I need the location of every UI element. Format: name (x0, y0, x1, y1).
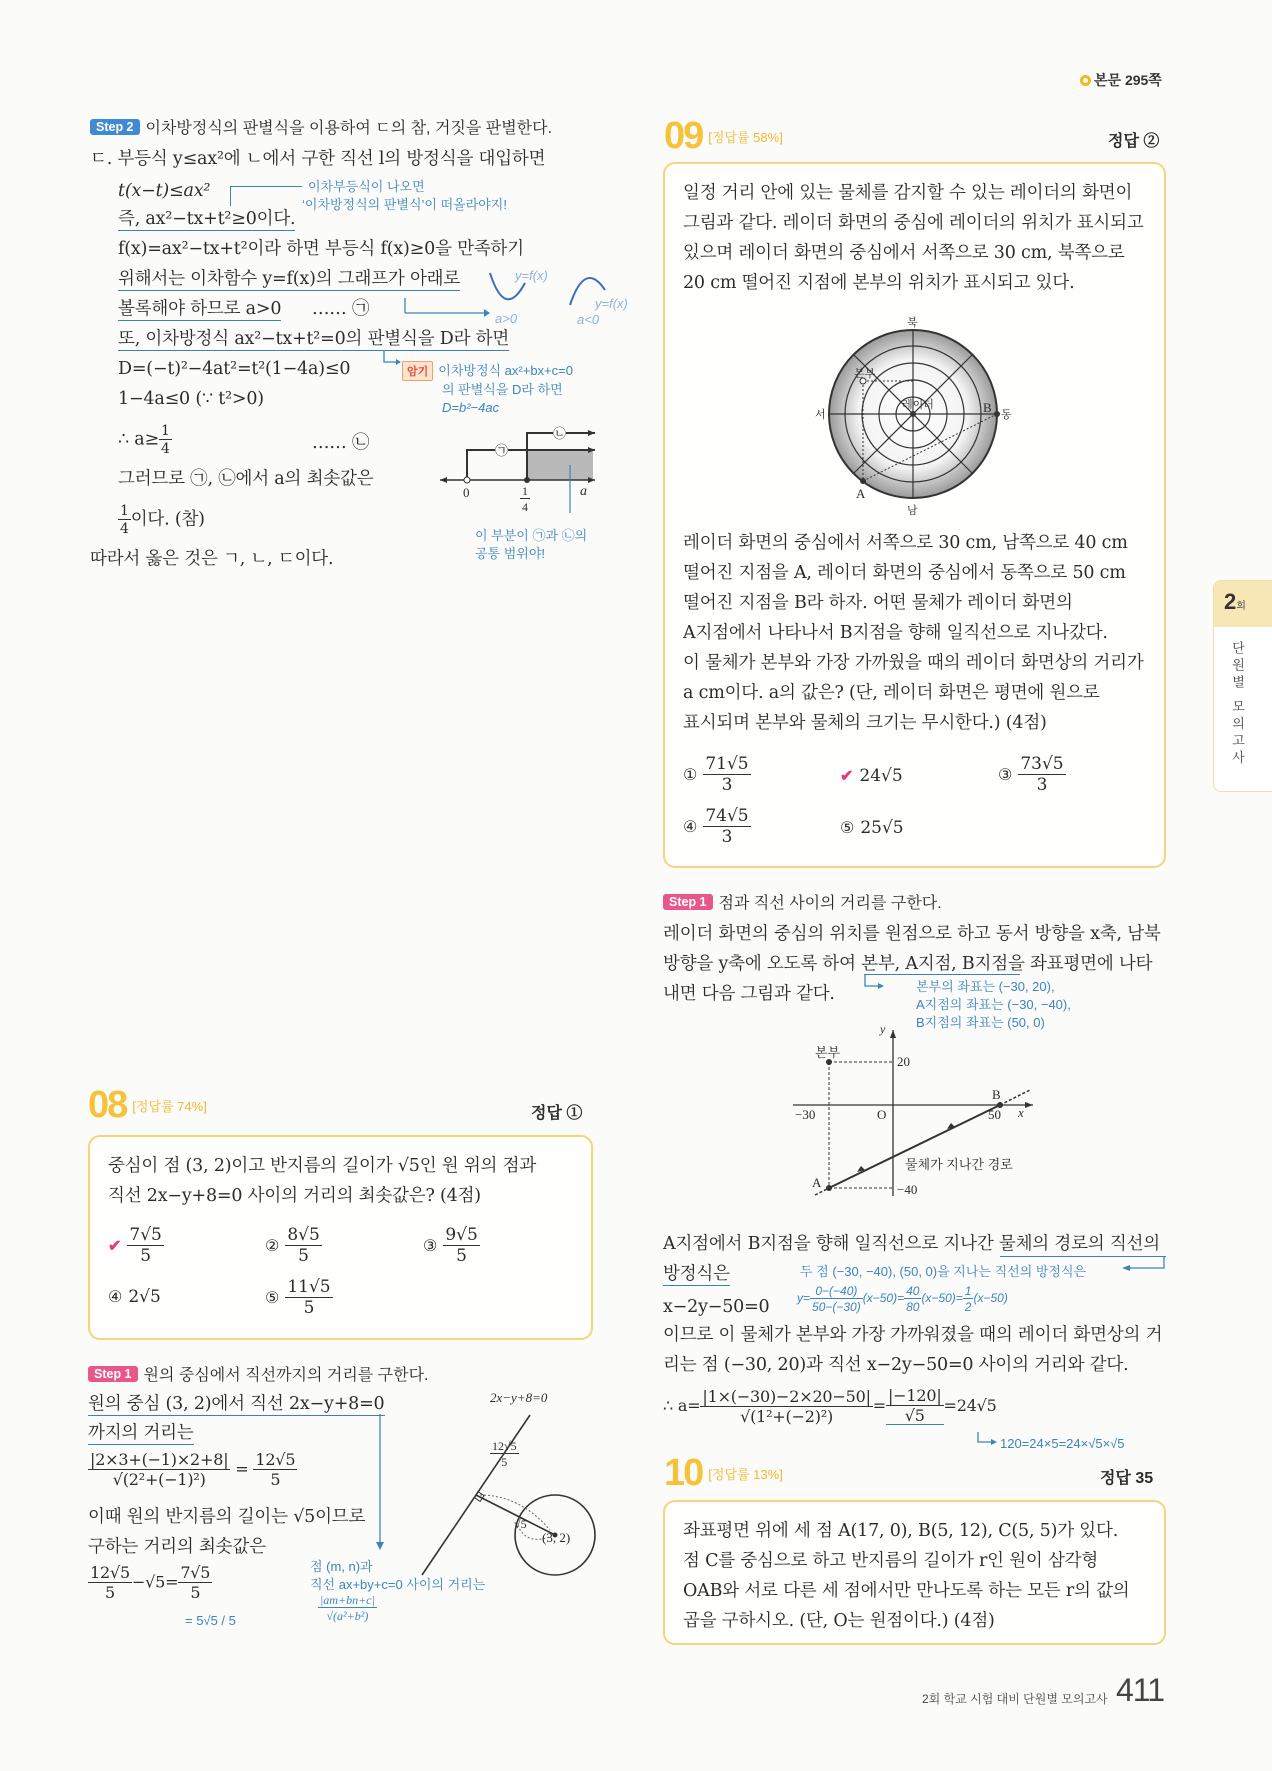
plot-label: y (880, 1022, 886, 1036)
radar-label-east: 동 (1001, 409, 1012, 421)
solution-line: 1−4a≤0 (∵ t²>0) (118, 389, 264, 409)
page-number: 411 (1116, 1672, 1165, 1708)
fig-label: (3, 2) (542, 1530, 571, 1545)
question-text: 이 물체가 본부와 가장 가까웠을 때의 레이더 화면상의 거리가 (683, 653, 1144, 673)
solution-line: 위해서는 이차함수 y=f(x)의 그래프가 아래로 (118, 269, 461, 289)
solution-line: 까지의 거리는 (88, 1423, 194, 1443)
q09-step1-heading: Step 1 점과 직선 사이의 거리를 구한다. (663, 890, 942, 913)
step-badge: Step 1 (663, 894, 713, 910)
graph-label: y=f(x) (515, 268, 548, 283)
question-text: 20 cm 떨어진 지점에 본부의 위치가 표시되고 있다. (683, 273, 1075, 293)
slope-equation: y= $\frac{0-(-40)}{50-(-30)}$ (x−50)= $\frac{40}{80}$ (x−50)= $\frac{1}{2}$ (x−50) (797, 1284, 1008, 1314)
solution-line: 그러므로 ㉠, ㉡에서 a의 최솟값은 (118, 469, 374, 489)
solution-line: 또, 이차방정식 ax²−tx+t²=0의 판별식을 D라 하면 (118, 329, 510, 349)
plot-label: −30 (795, 1107, 816, 1122)
question-text: 레이더 화면의 중심에서 서쪽으로 30 cm, 남쪽으로 40 cm (683, 533, 1128, 553)
solution-line: 이때 원의 반지름의 길이는 √5이므로 (88, 1507, 366, 1527)
question-08-box (88, 1135, 593, 1340)
answer-label: 정답 35 (1100, 1470, 1154, 1487)
solution-line: x−2y−50=0 (663, 1297, 770, 1317)
radar-label-hq: 본부 (854, 368, 876, 380)
question-text: 곱을 구하시오. (단, O는 원점이다.) (4점) (683, 1611, 995, 1631)
solution-line: D=(−t)²−4at²=t²(1−4a)≤0 (118, 359, 351, 379)
numline-label: ㉡ (553, 423, 566, 442)
circle-line-figure (410, 1395, 610, 1595)
option-4[interactable]: ④ $\frac{74√5}{3}$ (683, 806, 749, 847)
question-text: 일정 거리 안에 있는 물체를 감지할 수 있는 레이더의 화면이 (683, 183, 1133, 203)
plot-label: 50 (988, 1107, 1001, 1122)
solution-line: 이므로 이 물체가 본부와 가장 가까워졌을 때의 레이더 화면상의 거 (663, 1325, 1163, 1345)
section-label: 단원별 모의고사 (1230, 641, 1245, 768)
question-text: a cm이다. a의 값은? (단, 레이더 화면은 평면에 원으로 (683, 683, 1100, 703)
solution-line: ∴ a≥ $\frac{1}{4}$ (118, 423, 170, 457)
radar-label-south: 남 (907, 505, 918, 517)
label-marker: …… ㉡ (312, 433, 370, 453)
option-5[interactable]: ⑤ 25√5 (840, 818, 904, 838)
question-number: 09 (664, 115, 703, 157)
radar-label-north: 북 (907, 317, 918, 329)
ring-icon (1080, 75, 1091, 86)
line-equation-note: 두 점 (−30, −40), (50, 0)을 지나는 직선의 방정식은 (800, 1264, 1087, 1279)
option-4[interactable]: ④ 2√5 (108, 1287, 161, 1307)
plot-label: 20 (897, 1054, 910, 1069)
solution-line: 방정식은 (663, 1264, 730, 1284)
solution-line: 즉, ax²−tx+t²≥0이다. (118, 209, 296, 229)
answer-label: 정답 ② (1108, 133, 1160, 150)
step2-heading (90, 115, 552, 138)
graph-label: a<0 (577, 312, 600, 327)
solution-line: $\frac{|2\times 3+(-1)\times 2+8|}{\text{√(2²+(−1)²)}}$ = $\frac{12√5}{5}$ (90, 1450, 296, 1489)
solution-line: $\frac{12√5}{5}$ −√5= $\frac{7√5}{5}$ (90, 1563, 211, 1602)
result-note: 120=24×5=24×√5×√5 (1000, 1436, 1125, 1451)
plot-label: −40 (897, 1182, 918, 1197)
option-1[interactable]: ① $\frac{71√5}{3}$ (683, 754, 749, 795)
question-08-header (88, 1085, 207, 1125)
question-09-header (664, 116, 783, 156)
option-5[interactable]: ⑤ $\frac{11√5}{5}$ (265, 1277, 331, 1318)
question-09-box (663, 162, 1166, 868)
radar-label-center: 레이더 (902, 399, 934, 411)
round-label: 2회 (1214, 581, 1272, 627)
option-2[interactable]: ✔ 24√5 (840, 766, 903, 786)
memo-note: 암기 이차방정식 ax²+bx+c=0 의 판별식을 D라 하면 D=b²−4ac (402, 360, 573, 417)
formula-note: 점 (m, n)과 직선 ax+by+c=0 사이의 거리는 $\frac{|am+bn+c|}{\text{√(a²+b²)}}$ (310, 1559, 486, 1623)
numline-label: ㉠ (495, 440, 508, 459)
step-badge: Step 1 (88, 1366, 138, 1382)
solution-line: 리는 점 (−30, 20)과 직선 x−2y−50=0 사이의 거리와 같다. (663, 1355, 1129, 1375)
radar-label-b: B (983, 400, 992, 415)
note-quadratic-inequality: 이차부등식이 나오면 ‘이차방정식의 판별식’이 떠올라야지! (230, 178, 507, 214)
solution-line: f(x)=ax²−tx+t²이라 하면 부등식 f(x)≥0을 만족하기 (118, 239, 524, 259)
solution-result: ∴ a= $\frac{|1\times(-30)-2\times 20-50|}{\text{√(1²+(−2)²)}}$ = $\frac{|-120|}{√5}$ =24√5 (663, 1386, 997, 1426)
label-marker: …… ㉠ (312, 299, 370, 319)
question-text: OAB와 서로 다른 세 점에서만 만나도록 하는 모든 r의 값의 (683, 1581, 1130, 1601)
question-text: 점 C를 중심으로 하고 반지름의 길이가 r인 원이 삼각형 (683, 1551, 1099, 1571)
fig-label: 2x−y+8=0 (490, 1390, 548, 1405)
plot-label: B (992, 1087, 1001, 1102)
solution-line: ㄷ. 부등식 y≤ax²에 ㄴ에서 구한 직선 l의 방정식을 대입하면 (90, 149, 546, 169)
question-10-header (664, 1453, 783, 1493)
question-text: 떨어진 지점을 B라 하자. 어떤 물체가 레이더 화면의 (683, 593, 1073, 613)
radar-label-west: 서 (815, 409, 826, 421)
check-icon: ✔ (840, 766, 854, 785)
option-2[interactable]: ② $\frac{8√5}{5}$ (265, 1225, 320, 1266)
graph-label: a>0 (495, 311, 518, 326)
question-number: 08 (88, 1084, 127, 1126)
step-title: 이차방정식의 판별식을 이용하여 ㄷ의 참, 거짓을 판별한다. (145, 120, 553, 137)
footer-title: 2회 학교 시험 대비 단원별 모의고사 (922, 1692, 1108, 1706)
solution-line: 방향을 y축에 오도록 하여 본부, A지점, B지점을 좌표평면에 나타 (663, 954, 1153, 974)
numline-label: a (580, 484, 587, 499)
sqrt5-note: = 5√5 / 5 (185, 1613, 236, 1628)
plot-label: A (812, 1175, 822, 1190)
q08-step1-heading: Step 1 원의 중심에서 직선까지의 거리를 구한다. (88, 1362, 429, 1385)
solution-line: 레이더 화면의 중심의 위치를 원점으로 하고 동서 방향을 x축, 남북 (663, 924, 1161, 944)
radar-label-a: A (856, 486, 866, 501)
numline-label: $\frac{1}{4}$ (522, 484, 528, 514)
question-text: 중심이 점 (3, 2)이고 반지름의 길이가 √5인 원 위의 점과 (108, 1156, 537, 1176)
arrow-connector (862, 974, 892, 996)
question-text: 그림과 같다. 레이더 화면의 중심에 레이더의 위치가 표시되고 (683, 213, 1144, 233)
check-icon: ✔ (108, 1235, 122, 1255)
arrow-connector (1118, 1256, 1168, 1276)
question-number: 10 (664, 1452, 703, 1494)
solution-line: t(x−t)≤ax² (118, 181, 211, 201)
fig-label: √5 (514, 1517, 527, 1531)
conclusion-line: 따라서 옳은 것은 ㄱ, ㄴ, ㄷ이다. (90, 549, 334, 569)
solution-line: 볼록해야 하므로 a>0 (118, 299, 282, 319)
answer-label: 정답 ① (531, 1105, 583, 1122)
note-common-range: 이 부분이 ㉠과 ㉡의 공통 범위야! (475, 528, 588, 561)
correct-rate: [정답률 58%] (708, 130, 783, 145)
step-badge: Step 2 (90, 119, 140, 135)
solution-line: A지점에서 B지점을 향해 일직선으로 지나간 물체의 경로의 직선의 (663, 1234, 1160, 1254)
solution-line: 원의 중심 (3, 2)에서 직선 2x−y+8=0 (88, 1394, 385, 1414)
option-3[interactable]: ③ $\frac{73√5}{3}$ (998, 754, 1064, 795)
correct-rate: [정답률 13%] (708, 1467, 783, 1482)
question-text: 있으며 레이더 화면의 중심에서 서쪽으로 30 cm, 북쪽으로 (683, 243, 1125, 263)
numline-label: 0 (463, 485, 470, 500)
plot-label: x (1018, 1105, 1024, 1120)
graph-label: y=f(x) (595, 296, 628, 311)
question-text: 표시되며 본부와 물체의 크기는 무시한다.) (4점) (683, 713, 1047, 733)
solution-line: 내면 다음 그림과 같다. (663, 984, 835, 1004)
plot-label: O (877, 1107, 887, 1122)
option-1[interactable]: ✔ $\frac{7√5}{5}$ (108, 1225, 162, 1266)
coordinate-notes: 본부의 좌표는 (−30, 20), A지점의 좌표는 (−30, −40), B지점의 좌표는 (50, 0) (916, 979, 1071, 1030)
fig-label: $\frac{12√5}{5}$ (492, 1439, 517, 1469)
chapter-side-tab[interactable] (1213, 580, 1272, 792)
option-3[interactable]: ③ $\frac{9√5}{5}$ (423, 1225, 478, 1266)
question-10-box (663, 1500, 1166, 1645)
page-reference: 본문 295쪽 (1080, 70, 1162, 90)
question-text: 떨어진 지점을 A, 레이더 화면의 중심에서 동쪽으로 50 cm (683, 563, 1126, 583)
solution-line: 구하는 거리의 최솟값은 (88, 1537, 266, 1557)
correct-rate: [정답률 74%] (132, 1099, 207, 1114)
question-text: A지점에서 나타나서 B지점을 향해 일직선으로 지나갔다. (683, 623, 1108, 643)
memo-badge: 암기 (402, 361, 433, 381)
plot-label: 본부 (815, 1045, 841, 1060)
arrow-connector (370, 1414, 390, 1554)
question-text: 직선 2x−y+8=0 사이의 거리의 최솟값은? (4점) (108, 1186, 481, 1206)
question-text: 좌표평면 위에 세 점 A(17, 0), B(5, 12), C(5, 5)가 있다. (683, 1521, 1119, 1541)
solution-line: $\frac{1}{4}$ 이다. (참) (120, 503, 205, 537)
plot-label: 물체가 지나간 경로 (905, 1157, 1013, 1172)
